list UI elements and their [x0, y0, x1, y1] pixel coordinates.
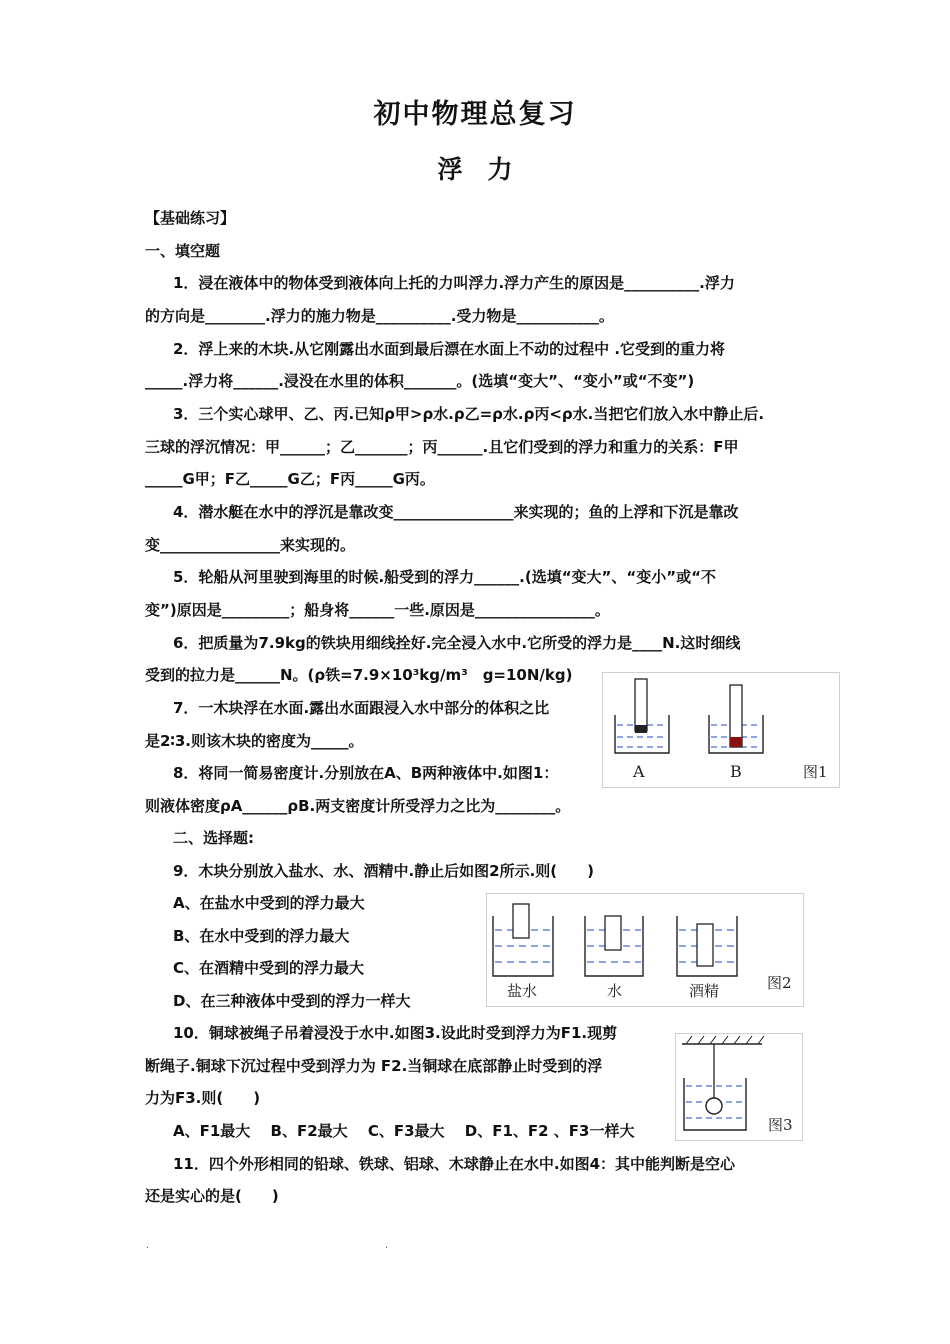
- section-fill: 一、填空题: [145, 242, 221, 260]
- q8-line1: 8．将同一简易密度计.分别放在A、B两种液体中.如图1：: [173, 764, 559, 782]
- q1-line1: 1．浸在液体中的物体受到液体向上托的力叫浮力.浮力产生的原因是__________.浮力: [173, 274, 735, 292]
- q4-line2: 变________________来实现的。: [145, 536, 356, 554]
- footer-dot-left: .: [146, 1240, 150, 1251]
- q10-line2: 断绳子.铜球下沉过程中受到浮力为 F2.当铜球在底部静止时受到的浮: [145, 1057, 603, 1075]
- figure-2-label-saltwater: 盐水: [507, 982, 538, 1000]
- q5-line2: 变”)原因是_________；船身将______一些.原因是________________。: [145, 601, 610, 619]
- q2-line1: 2．浮上来的木块.从它刚露出水面到最后漂在水面上不动的过程中 .它受到的重力将: [173, 340, 726, 358]
- q9-option-c: C、在酒精中受到的浮力最大: [173, 959, 365, 977]
- q11-line1: 11．四个外形相同的铅球、铁球、铝球、木球静止在水中.如图4：其中能判断是空心: [173, 1155, 736, 1173]
- q10-options: A、F1最大 B、F2最大 C、F3最大 D、F1、F2 、F3一样大: [173, 1122, 635, 1140]
- section-choice: 二、选择题:: [173, 829, 254, 847]
- q6-line1: 6．把质量为7.9kg的铁块用细线拴好.完全浸入水中.它所受的浮力是____N.这时细线: [173, 634, 741, 652]
- figure-3: [675, 1033, 803, 1141]
- q10-line1: 10．铜球被绳子吊着浸没于水中.如图3.设此时受到浮力为F1.现剪: [173, 1024, 618, 1042]
- figure-1-caption: 图1: [803, 763, 828, 781]
- figure-1: [602, 672, 840, 788]
- q3-line2: 三球的浮沉情况：甲______；乙_______；丙______.且它们受到的浮力和重力的关系：F甲: [145, 438, 739, 456]
- figure-2-label-water: 水: [607, 982, 623, 1000]
- footer-dot-right: .: [385, 1240, 389, 1251]
- q5-line1: 5．轮船从河里驶到海里的时候.船受到的浮力______.(选填“变大”、“变小”或“不: [173, 568, 716, 586]
- q3-line1: 3．三个实心球甲、乙、丙.已知ρ甲>ρ水.ρ乙=ρ水.ρ丙<ρ水.当把它们放入水中静止后.: [173, 405, 765, 423]
- q3-line3: _____G甲；F乙_____G乙；F丙_____G丙。: [145, 470, 435, 488]
- q9-option-d: D、在三种液体中受到的浮力一样大: [173, 992, 411, 1010]
- q8-line2: 则液体密度ρA______ρB.两支密度计所受浮力之比为________。: [145, 797, 571, 815]
- figure-3-caption: 图3: [768, 1116, 793, 1134]
- section-basic: 【基础练习】: [145, 209, 236, 227]
- q7-line1: 7．一木块浮在水面.露出水面跟浸入水中部分的体积之比: [173, 699, 550, 717]
- q1-line2: 的方向是________.浮力的施力物是__________.受力物是___________。: [145, 307, 614, 325]
- figure-2: [486, 893, 804, 1007]
- q10-line3: 力为F3.则( ): [145, 1089, 261, 1107]
- figure-2-caption: 图2: [767, 974, 792, 992]
- page-title: 初中物理总复习: [373, 99, 577, 130]
- q11-line2: 还是实心的是( ): [145, 1187, 279, 1205]
- q6-line2: 受到的拉力是______N。(ρ铁=7.9×10³kg/m³ g=10N/kg): [145, 666, 573, 684]
- q9-option-b: B、在水中受到的浮力最大: [173, 927, 350, 945]
- figure-2-label-alcohol: 酒精: [689, 982, 720, 1000]
- q4-line1: 4．潜水艇在水中的浮沉是靠改变________________来实现的；鱼的上浮和下沉是靠改: [173, 503, 739, 521]
- q2-line2: _____.浮力将______.浸没在水里的体积_______。(选填“变大”、“变小”或“不变”): [145, 372, 695, 390]
- q9-stem: 9．木块分别放入盐水、水、酒精中.静止后如图2所示.则( ): [173, 862, 594, 880]
- figure-1-label-b: B: [730, 762, 742, 781]
- q7-line2: 是2∶3.则该木块的密度为_____。: [145, 732, 364, 750]
- page-subtitle: 浮 力: [437, 155, 513, 184]
- q9-option-a: A、在盐水中受到的浮力最大: [173, 894, 365, 912]
- figure-1-label-a: A: [633, 762, 645, 781]
